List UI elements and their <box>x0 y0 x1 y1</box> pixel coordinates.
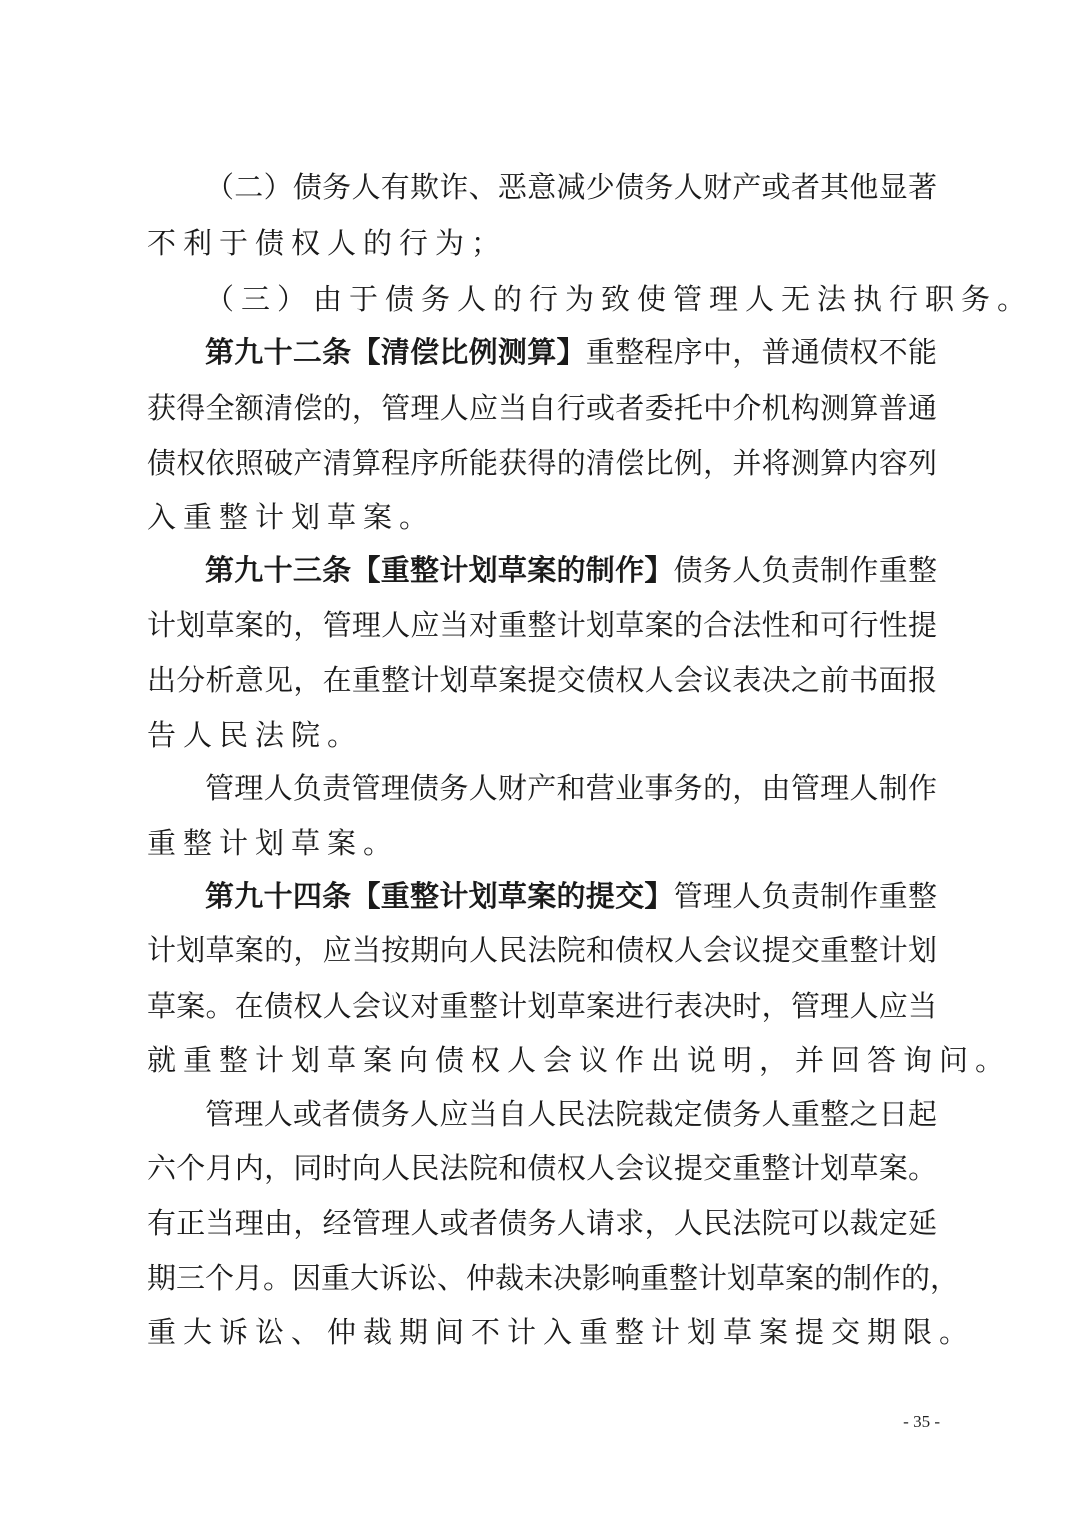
text-line: 有正当理由，经管理人或者债务人请求，人民法院可以裁定延 <box>147 1206 937 1240</box>
article-94-heading-line: 第九十四条【重整计划草案的提交】管理人负责制作重整 <box>205 879 937 913</box>
text-line: 出分析意见，在重整计划草案提交债权人会议表决之前书面报 <box>147 663 937 697</box>
text-line: 不利于债权人的行为； <box>147 226 508 260</box>
text-line: 就重整计划草案向债权人会议作出说明，并回答询问。 <box>147 1043 1012 1077</box>
text-line: 计划草案的，管理人应当对重整计划草案的合法性和可行性提 <box>147 608 937 642</box>
text-line: （三）由于债务人的行为致使管理人无法执行职务。 <box>205 282 1034 316</box>
text-line: 债权依照破产清算程序所能获得的清偿比例，并将测算内容列 <box>147 446 937 480</box>
text-line: 期三个月。因重大诉讼、仲裁未决影响重整计划草案的制作的， <box>147 1261 960 1295</box>
text-line: （二）债务人有欺诈、恶意减少债务人财产或者其他显著 <box>205 170 937 204</box>
article-93-heading-line: 第九十三条【重整计划草案的制作】债务人负责制作重整 <box>205 553 937 587</box>
text-line: 管理人负责管理债务人财产和营业事务的，由管理人制作 <box>205 771 937 805</box>
article-92-heading-line: 第九十二条【清偿比例测算】重整程序中，普通债权不能 <box>205 335 937 369</box>
text-line: 入重整计划草案。 <box>147 500 436 534</box>
article-heading: 第九十四条【重整计划草案的提交】 <box>205 879 674 913</box>
text-line: 草案。在债权人会议对重整计划草案进行表决时，管理人应当 <box>147 989 937 1023</box>
text-line: 计划草案的，应当按期向人民法院和债权人会议提交重整计划 <box>147 933 937 967</box>
text-line: 六个月内，同时向人民法院和债权人会议提交重整计划草案。 <box>147 1151 937 1185</box>
text-line: 获得全额清偿的，管理人应当自行或者委托中介机构测算普通 <box>147 391 937 425</box>
page-number: - 35 - <box>903 1412 940 1431</box>
text-line: 重大诉讼、仲裁期间不计入重整计划草案提交期限。 <box>147 1315 976 1349</box>
text-line: 重整计划草案。 <box>147 826 400 860</box>
text-line: 管理人或者债务人应当自人民法院裁定债务人重整之日起 <box>205 1097 937 1131</box>
article-heading: 第九十三条【重整计划草案的制作】 <box>205 553 674 587</box>
text-line: 告人民法院。 <box>147 718 364 752</box>
article-heading: 第九十二条【清偿比例测算】 <box>205 335 586 369</box>
